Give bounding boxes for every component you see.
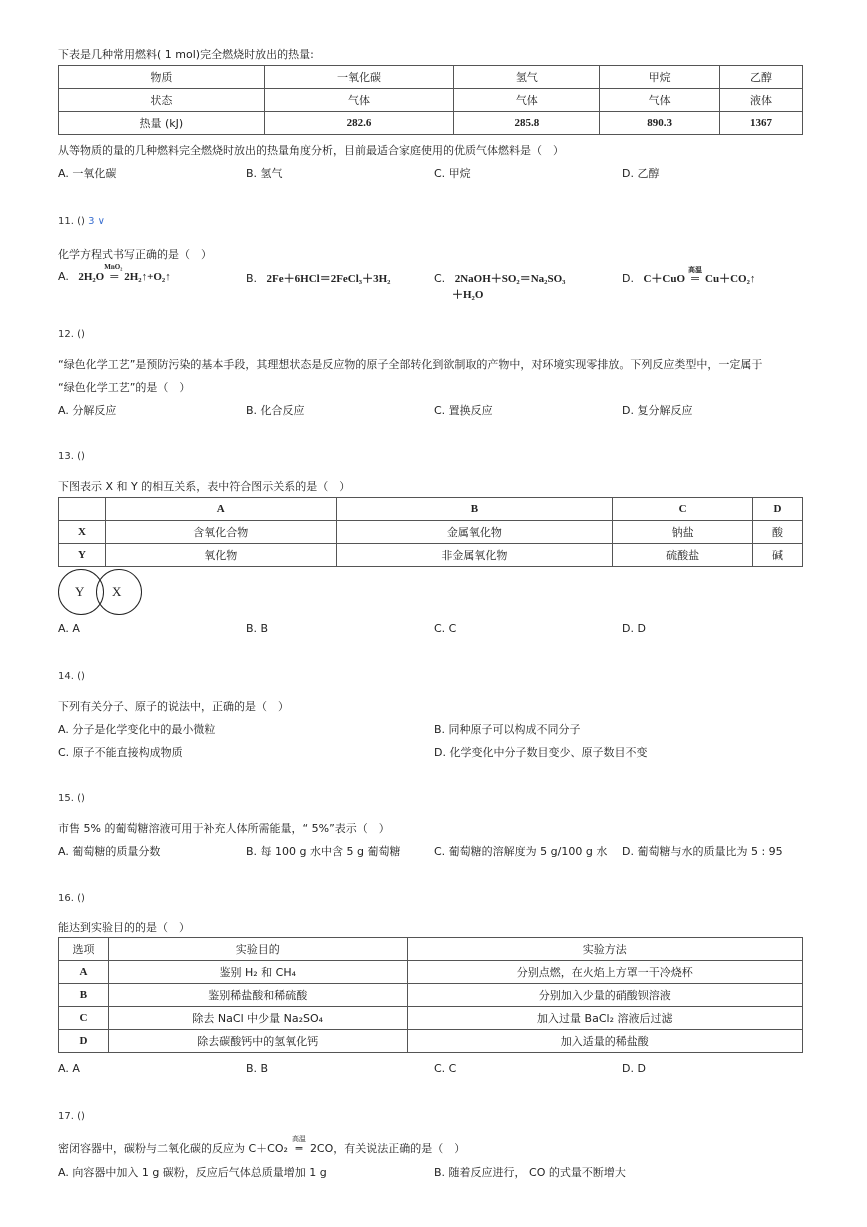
option-a[interactable]: A. 分子是化学变化中的最小微粒 [58,723,216,736]
table-cell: 热量 (kJ) [59,112,265,135]
condition-label: 高温 [291,1135,306,1143]
table-row [59,984,803,1007]
fuel-table [58,65,803,135]
venn-label-y: Y [75,584,85,599]
table-cell: 钠盐 [613,521,753,544]
table-cell: 分别点燃，在火焰上方罩一干冷烧杯 [407,961,802,984]
table-cell: 物质 [59,66,265,89]
table-cell: 除去碳酸钙中的氢氧化钙 [108,1030,407,1053]
table-cell: 金属氧化物 [336,521,613,544]
option-d[interactable]: D. 葡萄糖与水的质量比为 5 : 95 [622,845,783,858]
table-cell: 氧化物 [105,544,336,567]
table-cell: 状态 [59,89,265,112]
table-row [59,1030,803,1053]
option-d[interactable]: D. D [622,1062,646,1075]
table-cell: 液体 [720,89,803,112]
option-label: B. [246,272,258,285]
question-stem: “绿色化学工艺”的是（ ） [58,381,191,394]
option-a[interactable]: A. 葡萄糖的质量分数 [58,845,161,858]
table-cell: 气体 [454,89,600,112]
table-cell: C [59,1007,109,1030]
table-cell: B [336,498,613,521]
reaction-arrow: 高温 ═ [688,266,703,285]
table-cell: 乙醇 [720,66,803,89]
option-b[interactable]: B. B [246,622,269,635]
option-c[interactable]: C. 原子不能直接构成物质 [58,746,183,759]
question-stem: 下图表示 X 和 Y 的相互关系，表中符合图示关系的是（ ） [58,480,351,493]
question-stem [58,1135,466,1156]
table-cell [59,498,106,521]
table-row [59,498,803,521]
option-b[interactable]: B. 氢气 [246,167,283,180]
option-label: C. [434,272,446,285]
formula: 2NaOH＋SO₂＝Na₂SO₃ [454,273,566,285]
table-row [59,66,803,89]
question-number: 15. () [58,793,85,804]
option-a[interactable] [58,263,171,283]
option-d[interactable] [622,266,756,286]
stem-text: 密闭容器中，碳粉与二氧化碳的反应为 C＋CO₂ [58,1142,288,1155]
option-b[interactable]: B. 同种原子可以构成不同分子 [434,723,581,736]
table-cell: 加入适量的稀盐酸 [407,1030,802,1053]
option-b[interactable]: B. 随着反应进行， CO 的式量不断增大 [434,1166,626,1179]
option-a[interactable]: A. A [58,622,80,635]
table-row [59,544,803,567]
option-a[interactable]: A. 向容器中加入 1 g 碳粉，反应后气体总质量增加 1 g [58,1166,327,1179]
option-c[interactable]: C. C [434,622,457,635]
formula: 2H₂O [78,271,105,283]
option-d[interactable]: D. 乙醇 [622,167,660,180]
table-cell: 碱 [753,544,803,567]
table-cell: 除去 NaCl 中少量 Na₂SO₄ [108,1007,407,1030]
table-row [59,89,803,112]
option-c[interactable] [434,270,565,286]
option-a[interactable]: A. 一氧化碳 [58,167,117,180]
option-d[interactable]: D. 复分解反应 [622,404,693,417]
table-cell: D [59,1030,109,1053]
table-cell: 实验方法 [407,938,802,961]
xy-table [58,497,803,567]
question-number: 11. () 3 ∨ [58,216,105,227]
option-b[interactable]: B. 化合反应 [246,404,305,417]
question-stem: 市售 5% 的葡萄糖溶液可用于补充人体所需能量，“ 5%”表示（ ） [58,822,390,835]
table-cell: B [59,984,109,1007]
venn-diagram [58,569,148,617]
question-stem: 下列有关分子、原子的说法中，正确的是（ ） [58,700,289,713]
table-cell: 气体 [600,89,720,112]
option-b[interactable]: B. B [246,1062,269,1075]
table-cell: A [105,498,336,521]
option-a[interactable]: A. A [58,1062,80,1075]
question-stem: “绿色化学工艺”是预防污染的基本手段，其理想状态是反应物的原子全部转化到欲制取的产物中，对环境实现零排放。下列反应类型中，一定属于 [58,358,763,371]
table-cell: C [613,498,753,521]
table-cell: 含氧化合物 [105,521,336,544]
question-number: 13. () [58,451,85,462]
table-cell: 加入过量 BaCl₂ 溶液后过滤 [407,1007,802,1030]
formula: 2H₂↑+O₂↑ [124,271,171,283]
table-cell: 实验目的 [108,938,407,961]
question-number: 12. () [58,329,85,340]
table-cell: Y [59,544,106,567]
table-cell: A [59,961,109,984]
table-cell: 鉴别 H₂ 和 CH₄ [108,961,407,984]
catalyst-label: MnO₂ [104,263,123,271]
table-cell: 1367 [720,112,803,135]
tag-link[interactable]: 3 ∨ [88,216,105,227]
intro-caption: 下表是几种常用燃料( 1 mol)完全燃烧时放出的热量: [58,48,314,61]
option-label: D. [622,272,634,285]
table-cell: 气体 [264,89,454,112]
condition-label: 高温 [688,266,703,274]
option-a[interactable]: A. 分解反应 [58,404,117,417]
question-number: 14. () [58,671,85,682]
table-cell: 甲烷 [600,66,720,89]
table-cell: 酸 [753,521,803,544]
option-b[interactable] [246,270,390,286]
table-cell: 非金属氧化物 [336,544,613,567]
venn-label-x: X [112,584,122,599]
option-c[interactable]: C. 置换反应 [434,404,493,417]
reaction-arrow: MnO₂ ═ [104,263,123,283]
option-c[interactable]: C. C [434,1062,457,1075]
table-cell: 选项 [59,938,109,961]
table-cell: D [753,498,803,521]
option-label: A. [58,270,69,283]
table-row [59,961,803,984]
option-d[interactable]: D. 化学变化中分子数目变少、原子数目不变 [434,746,648,759]
table-cell: 氢气 [454,66,600,89]
question-stem: 能达到实验目的的是（ ） [58,921,190,934]
option-c[interactable]: C. 甲烷 [434,167,471,180]
table-cell: X [59,521,106,544]
formula: C＋CuO [643,273,686,285]
table-cell: 硫酸盐 [613,544,753,567]
table-row [59,112,803,135]
stem-text: 2CO，有关说法正确的是（ ） [309,1142,466,1155]
table-row [59,1007,803,1030]
option-c[interactable]: C. 葡萄糖的溶解度为 5 g/100 g 水 [434,845,608,858]
table-cell: 282.6 [264,112,454,135]
table-cell: 鉴别稀盐酸和稀硫酸 [108,984,407,1007]
option-d[interactable]: D. D [622,622,646,635]
question-number: 16. () [58,893,85,904]
option-b[interactable]: B. 每 100 g 水中含 5 g 葡萄糖 [246,845,401,858]
question-stem: 化学方程式书写正确的是（ ） [58,248,212,261]
table-cell: 分别加入少量的硝酸钡溶液 [407,984,802,1007]
question-number: 17. () [58,1111,85,1122]
experiment-table [58,937,803,1053]
formula: Cu＋CO₂↑ [705,273,756,285]
table-row [59,521,803,544]
formula: ＋H₂O [452,289,484,301]
table-cell: 一氧化碳 [264,66,454,89]
table-cell: 285.8 [454,112,600,135]
formula: 2Fe＋6HCl＝2FeCl₃＋3H₂ [266,273,391,285]
table-cell: 890.3 [600,112,720,135]
reaction-arrow: 高温 ═ [291,1135,306,1155]
table-row [59,938,803,961]
question-stem: 从等物质的量的几种燃料完全燃烧时放出的热量角度分析，目前最适合家庭使用的优质气体燃料是（ ） [58,144,564,157]
